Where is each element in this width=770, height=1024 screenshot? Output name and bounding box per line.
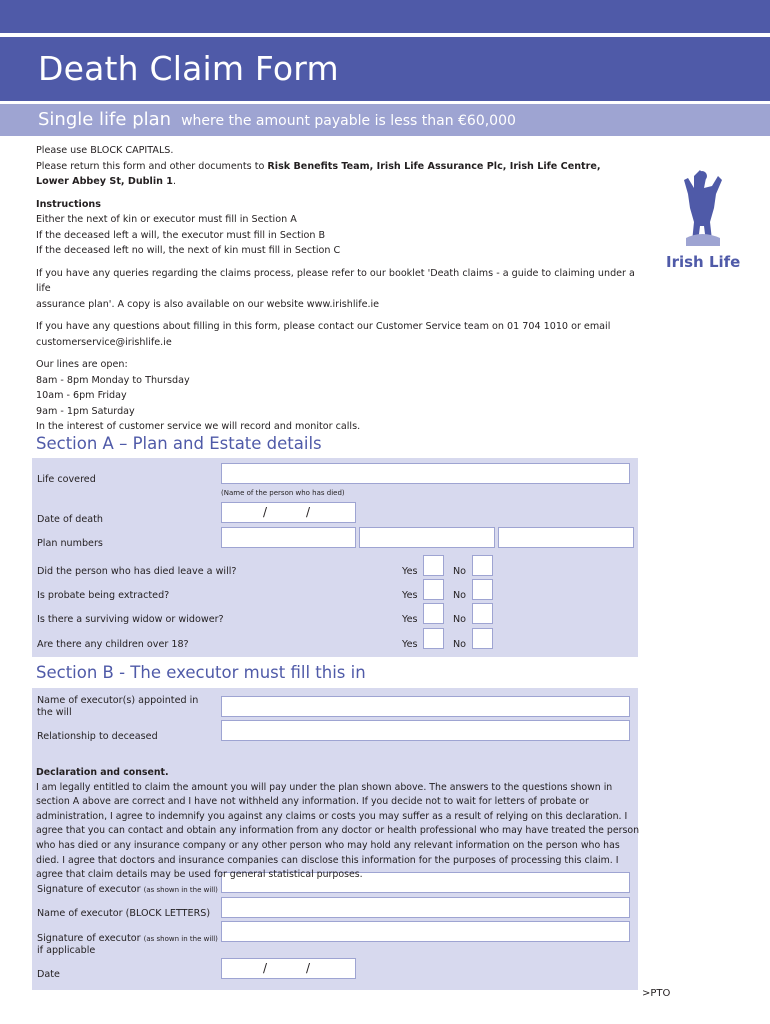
date-separator: / xyxy=(306,961,311,975)
will-no-checkbox[interactable] xyxy=(472,555,493,576)
children-yes-checkbox[interactable] xyxy=(423,628,444,649)
queries-line: If you have any queries regarding the claims process, please refer to our booklet 'Death claims - a guide to claiming under a life xyxy=(36,267,635,294)
plan-number-field-3[interactable] xyxy=(498,527,634,548)
signature-hint: (as shown in the will) xyxy=(143,886,218,894)
relationship-label: Relationship to deceased xyxy=(37,731,158,742)
date-separator: / xyxy=(263,961,268,975)
relationship-field[interactable] xyxy=(221,720,630,741)
signature-date-field[interactable] xyxy=(221,958,356,979)
irish-life-logo-text: Irish Life xyxy=(666,253,741,271)
subtitle-rest: where the amount payable is less than €60,000 xyxy=(181,113,516,129)
instruction-line: If the deceased left no will, the next of kin must fill in Section C xyxy=(36,245,341,256)
section-a-panel xyxy=(32,458,638,657)
declaration xyxy=(36,766,640,883)
plan-number-field-1[interactable] xyxy=(221,527,356,548)
questions-line: If you have any questions about filling in this form, please contact our Customer Service team on 01 704 1010 or email xyxy=(36,321,611,332)
intro-text xyxy=(36,143,646,435)
questions-line: customerservice@irishlife.ie xyxy=(36,336,172,348)
signature-executor-2-label xyxy=(37,933,218,945)
top-band xyxy=(0,0,770,33)
subtitle-band xyxy=(0,104,770,136)
section-b-title: Section B - The executor must fill this in xyxy=(36,663,366,682)
no-label: No xyxy=(453,639,467,650)
signature-executor-label xyxy=(37,884,218,896)
signature-hint: (as shown in the will) xyxy=(143,935,218,943)
date-separator: / xyxy=(263,505,268,519)
no-label: No xyxy=(453,590,467,601)
intro-line xyxy=(36,159,646,175)
intro-line: Please use BLOCK CAPITALS. xyxy=(36,145,174,156)
executor-name-label-2: the will xyxy=(37,707,72,718)
instruction-line: If the deceased left a will, the executor must fill in Section B xyxy=(36,229,326,241)
life-covered-hint: (Name of the person who has died) xyxy=(221,489,345,497)
executor-name-field[interactable] xyxy=(221,696,630,717)
no-label: No xyxy=(453,614,467,625)
hours-line: 10am - 6pm Friday xyxy=(36,390,127,401)
yes-label: Yes xyxy=(402,614,418,625)
question-children: Are there any children over 18? xyxy=(37,639,189,650)
question-will: Did the person who has died leave a will? xyxy=(37,566,237,577)
subtitle-main: Single life plan xyxy=(38,109,172,130)
hours-line: 9am - 1pm Saturday xyxy=(36,405,135,417)
lines-open: Our lines are open: xyxy=(36,359,128,370)
intro-text-span: Please return this form and other documents to xyxy=(36,160,268,172)
probate-no-checkbox[interactable] xyxy=(472,579,493,600)
question-probate: Is probate being extracted? xyxy=(37,590,170,601)
executor-block-name-label: Name of executor (BLOCK LETTERS) xyxy=(37,908,211,919)
intro-address: Risk Benefits Team, Irish Life Assurance Plc, Irish Life Centre, xyxy=(267,160,601,172)
plan-numbers-label: Plan numbers xyxy=(37,538,103,549)
question-widow: Is there a surviving widow or widower? xyxy=(37,614,224,625)
plan-number-field-2[interactable] xyxy=(359,527,495,548)
date-of-death-field[interactable] xyxy=(221,502,356,523)
yes-label: Yes xyxy=(402,566,418,577)
pto-label: >PTO xyxy=(642,988,671,999)
monitor-notice: In the interest of customer service we will record and monitor calls. xyxy=(36,421,361,432)
date-label: Date xyxy=(37,969,60,980)
yes-label: Yes xyxy=(402,639,418,650)
intro-address-2: Lower Abbey St, Dublin 1 xyxy=(36,176,173,187)
no-label: No xyxy=(453,566,467,577)
will-yes-checkbox[interactable] xyxy=(423,555,444,576)
if-applicable-label: if applicable xyxy=(37,945,96,956)
life-covered-label: Life covered xyxy=(37,474,96,485)
signature-executor-2-field[interactable] xyxy=(221,921,630,942)
declaration-heading: Declaration and consent. xyxy=(36,767,169,778)
widow-no-checkbox[interactable] xyxy=(472,603,493,624)
signature-label-text: Signature of executor xyxy=(37,884,141,895)
intro-text-span: . xyxy=(172,176,177,187)
section-a-title: Section A – Plan and Estate details xyxy=(36,434,322,453)
instructions-heading: Instructions xyxy=(36,198,101,210)
date-of-death-label: Date of death xyxy=(37,514,103,525)
probate-yes-checkbox[interactable] xyxy=(423,579,444,600)
page-subtitle xyxy=(38,109,516,130)
page-title: Death Claim Form xyxy=(38,49,339,88)
title-band xyxy=(0,37,770,101)
hours-line: 8am - 8pm Monday to Thursday xyxy=(36,374,190,386)
intro-line xyxy=(36,174,646,190)
life-covered-field[interactable] xyxy=(221,463,630,484)
date-separator: / xyxy=(306,505,311,519)
yes-label: Yes xyxy=(402,590,418,601)
queries-line: assurance plan'. A copy is also available on our website www.irishlife.ie xyxy=(36,298,380,310)
signature-label-text: Signature of executor xyxy=(37,933,141,944)
declaration-text: I am legally entitled to claim the amount you will pay under the plan shown above. The answers to the questions shown in section A above are correct and I have not withheld any information. If you decide not to wait for letters of probate or administration, I agree to indemnify you against any claims or costs you may suffer as a result of relying on this declaration. I agree that you can contact and obtain any information from any doctor or health professional who may have treated the person who has died or any insurance company or any other person who may hold any relevant information on the person who has died. I agree that doctors and insurance companies can disclose this information for the purposes of processing this claim. I agree that claim details may be used for general statistical purposes. xyxy=(36,781,640,881)
children-no-checkbox[interactable] xyxy=(472,628,493,649)
executor-block-name-field[interactable] xyxy=(221,897,630,918)
executor-name-label: Name of executor(s) appointed in xyxy=(37,695,199,706)
widow-yes-checkbox[interactable] xyxy=(423,603,444,624)
instruction-line: Either the next of kin or executor must fill in Section A xyxy=(36,214,297,225)
